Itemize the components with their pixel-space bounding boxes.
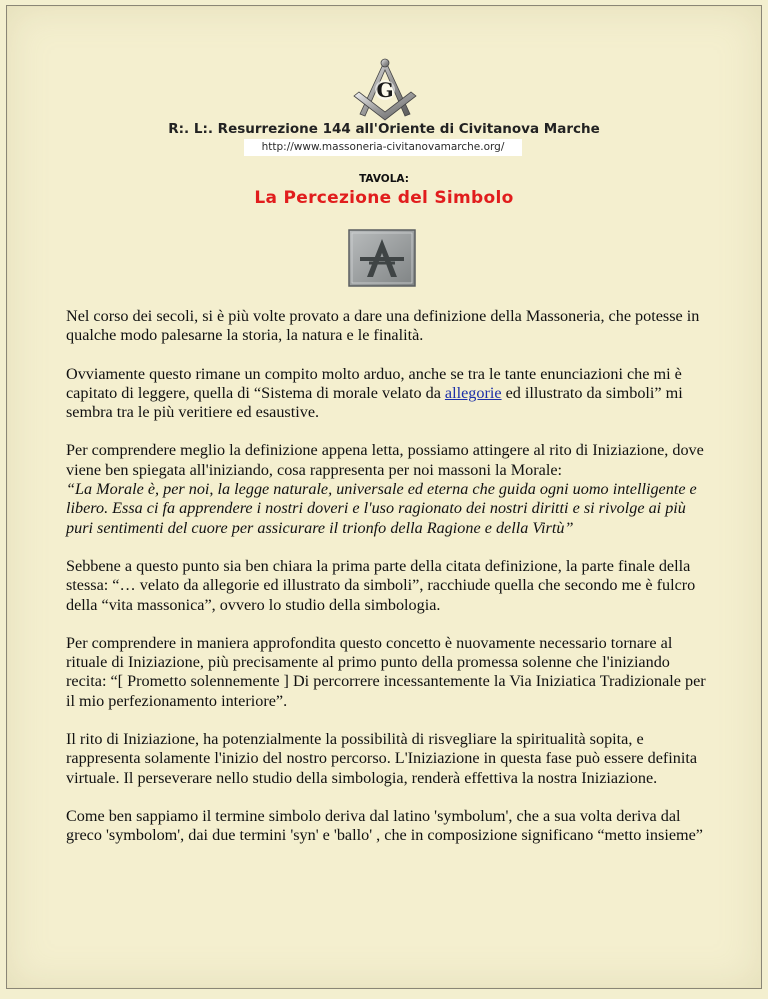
paragraph	[66, 365, 706, 423]
paragraph-text: Per comprendere meglio la definizione appena letta, possiamo attingere al rito di Iniziazione, dove viene ben spiegata all'iniziando, cosa rappresenta per noi massoni la Morale:	[66, 441, 704, 479]
paragraph: Nel corso dei secoli, si è più volte provato a dare una definizione della Massoneria, che potesse in qualche modo palesarne la storia, la natura e le finalità.	[66, 307, 700, 345]
svg-text:G: G	[376, 78, 394, 102]
paragraph: Sebbene a questo punto sia ben chiara la prima parte della citata definizione, la parte finale della stessa: “… velato da allegorie ed illustrato da simboli”, racchiude quella che secondo me è fulcro della “vita massonica”, ovvero lo studio della simbologia.	[66, 556, 696, 614]
paragraph	[66, 441, 706, 537]
paragraph-text: Ovviamente questo rimane un compito molto arduo, anche se tra le tante enunciazioni che mi è capitato di leggere, quella di “Sistema di morale velato da	[66, 364, 682, 402]
tavola-label: TAVOLA:	[359, 173, 409, 185]
square-and-compass-icon	[348, 56, 422, 122]
paragraph: Il rito di Iniziazione, ha potenzialmente la possibilità di risvegliare la spiritualità sopita, e rappresenta solamente l'inizio del nostro percorso. L'Iniziazione in questa fase può essere definita virtuale. Il perseverare nello studio della simbologia, renderà effettiva la nostra Iniziazione.	[66, 730, 698, 787]
lodge-name: R:. L:. Resurrezione 144 all'Oriente di Civitanova Marche	[168, 121, 600, 137]
paragraph: Per comprendere in maniera approfondita questo concetto è nuovamente necessario tornare al rituale di Iniziazione, più precisamente al primo punto della promessa solenne che l'iniziando recita: “[ Prometto solennemente ] Di percorrere incessantemente la Via Iniziatica Tradizionale per il mio perfezionamento interiore”.	[66, 633, 706, 710]
morale-quote: “La Morale è, per noi, la legge naturale, universale ed eterna che guida ogni uomo intelligente e libero. Essa ci fa apprendere i nostri doveri e l'uso ragionato dei nostri diritti e si rivolge ai più puri sentimenti del cuore per assicurare il trionfo della Ragione e della Virtù”	[66, 480, 697, 537]
allegorie-link[interactable]: allegorie	[444, 383, 502, 402]
paragraph: Come ben sappiamo il termine simbolo deriva dal latino 'symbolum', che a sua volta deriva dal greco 'symbolom', dai due termini 'syn' e 'ballo' , che in composizione significano “metto insieme”	[66, 806, 703, 845]
document-body	[66, 307, 706, 865]
paragraph-text: ed illustrato da simboli” mi sembra tra le più veritiere ed esaustive.	[66, 383, 683, 422]
stone-letter-a-icon	[348, 229, 416, 287]
website-url: http://www.massoneria-civitanovamarche.org/	[244, 139, 522, 156]
page-title: La Percezione del Simbolo	[254, 188, 514, 208]
